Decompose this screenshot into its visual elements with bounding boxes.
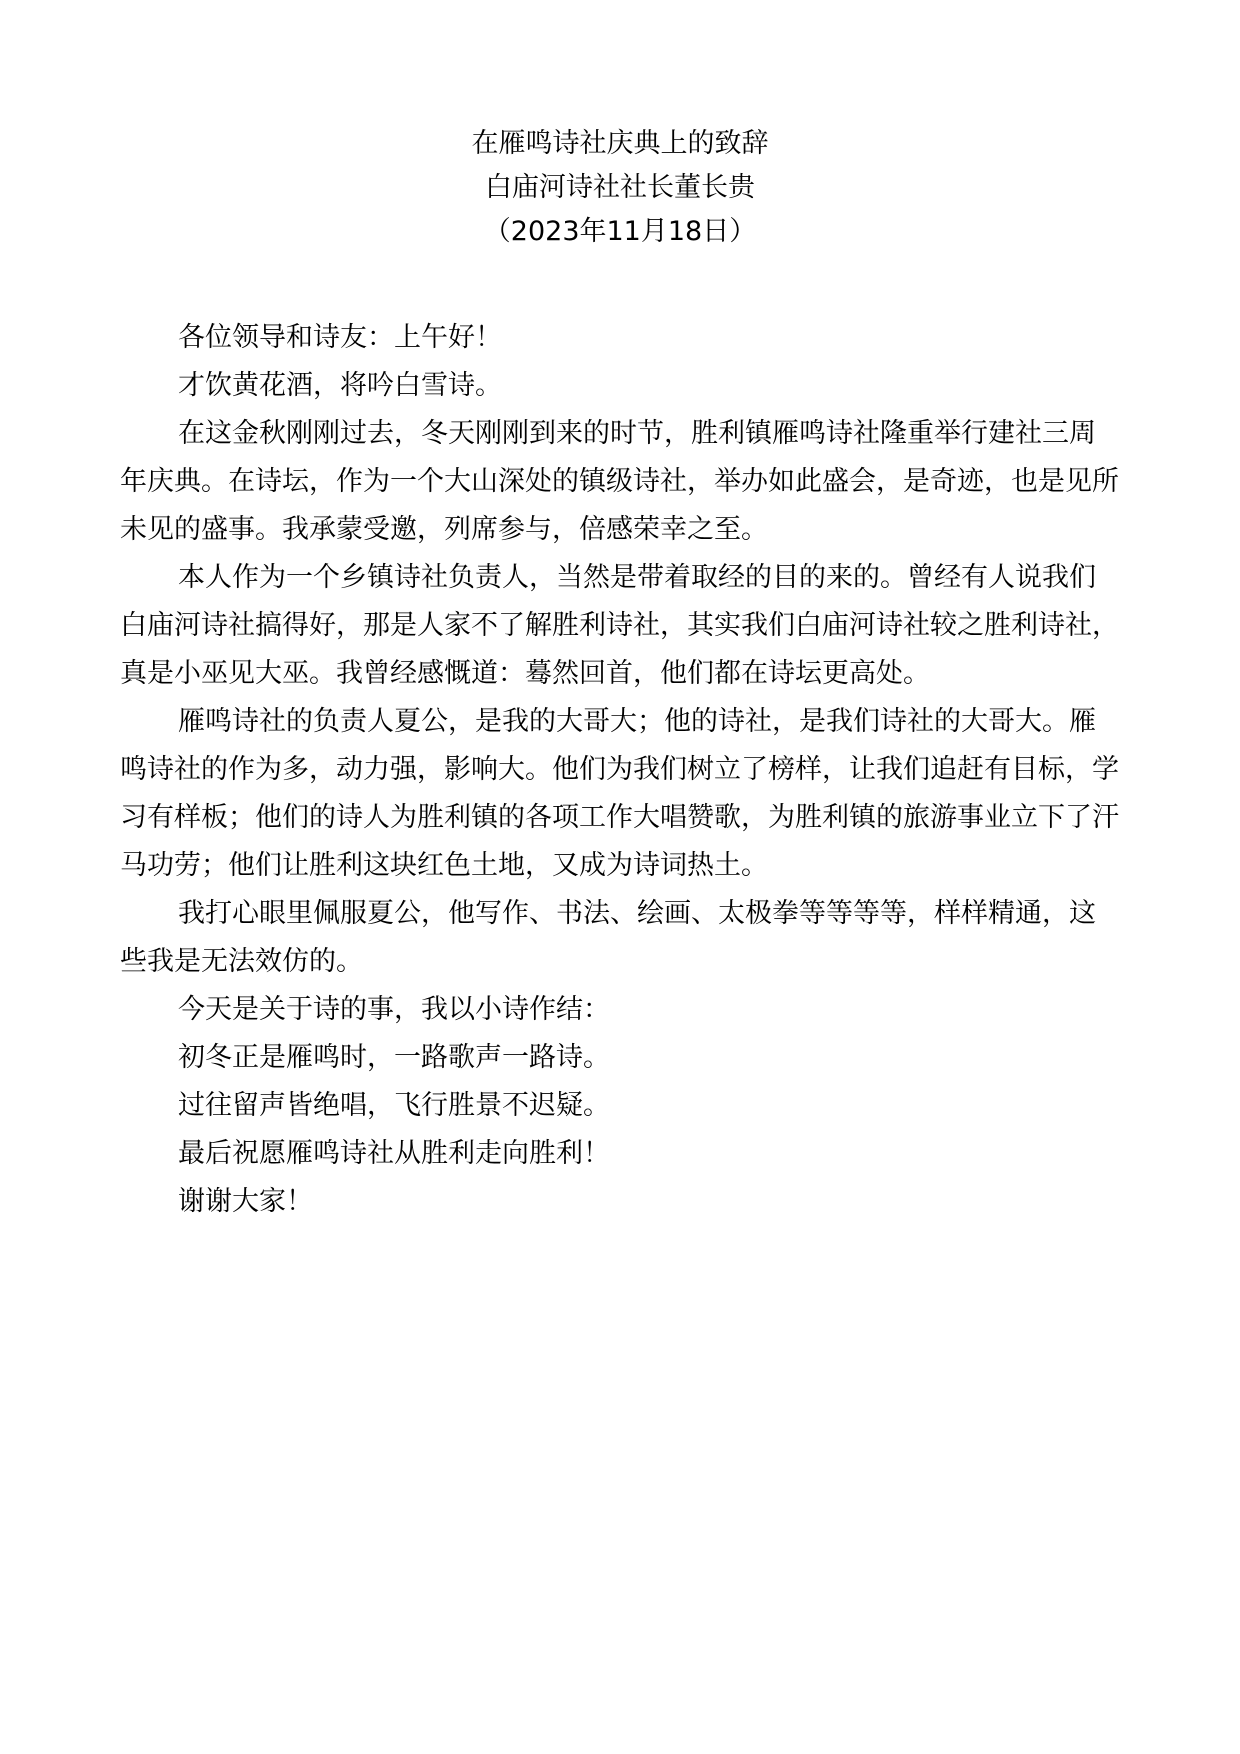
paragraph-purpose: 本人作为一个乡镇诗社负责人，当然是带着取经的目的来的。曾经有人说我们白庙河诗社搞得好，那是人家不了解胜利诗社，其实我们白庙河诗社较之胜利诗社，真是小巫见大巫。我曾经感慨道：蓦然回首，他们都在诗坛更高处。 bbox=[120, 562, 1119, 689]
document-body bbox=[120, 314, 1120, 1226]
document-date: （2023年11月18日） bbox=[483, 216, 757, 247]
paragraph-praise: 雁鸣诗社的负责人夏公，是我的大哥大；他的诗社，是我们诗社的大哥大。雁鸣诗社的作为多，动力强，影响大。他们为我们树立了榜样，让我们追赶有目标，学习有样板；他们的诗人为胜利镇的各项工作大唱赞歌，为胜利镇的旅游事业立下了汗马功劳；他们让胜利这块红色土地，又成为诗词热土。 bbox=[120, 706, 1119, 881]
paragraph-poem-intro: 今天是关于诗的事，我以小诗作结： bbox=[178, 994, 610, 1025]
paragraph-admiration: 我打心眼里佩服夏公，他写作、书法、绘画、太极拳等等等等，样样精通，这些我是无法效仿的。 bbox=[120, 898, 1096, 977]
document-author: 白庙河诗社社长董长贵 bbox=[485, 172, 755, 203]
paragraph-wishes: 最后祝愿雁鸣诗社从胜利走向胜利！ bbox=[178, 1138, 610, 1169]
paragraph-poem-line-1: 初冬正是雁鸣时，一路歌声一路诗。 bbox=[178, 1042, 610, 1073]
paragraph-occasion: 在这金秋刚刚过去，冬天刚刚到来的时节，胜利镇雁鸣诗社隆重举行建社三周年庆典。在诗坛，作为一个大山深处的镇级诗社，举办如此盛会，是奇迹，也是见所未见的盛事。我承蒙受邀，列席参与，倍感荣幸之至。 bbox=[120, 418, 1119, 545]
paragraph-opening-verse: 才饮黄花酒，将吟白雪诗。 bbox=[178, 370, 502, 401]
paragraph-greeting: 各位领导和诗友：上午好！ bbox=[178, 322, 502, 353]
title-block bbox=[120, 122, 1120, 254]
paragraph-thanks: 谢谢大家！ bbox=[178, 1186, 313, 1217]
paragraph-poem-line-2: 过往留声皆绝唱，飞行胜景不迟疑。 bbox=[178, 1090, 610, 1121]
document-title: 在雁鸣诗社庆典上的致辞 bbox=[471, 128, 769, 159]
